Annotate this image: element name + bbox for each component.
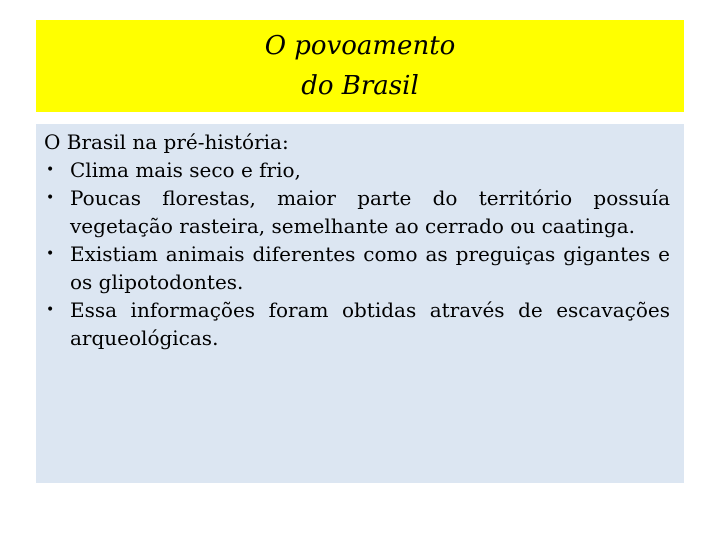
title-line-1: O povoamento — [264, 31, 456, 61]
content-box — [36, 124, 684, 483]
bullet-icon: • — [46, 246, 55, 262]
bullet-text: Clima mais seco e frio, — [70, 158, 301, 182]
bullet-icon: • — [46, 162, 55, 178]
content-intro: O Brasil na pré-história: — [44, 130, 289, 154]
bullet-text: Existiam animais diferentes como as preguiças gigantes e os glipotodontes. — [70, 242, 670, 294]
bullet-icon: • — [46, 190, 55, 206]
bullet-icon: • — [46, 302, 55, 318]
bullet-item — [44, 240, 670, 296]
bullet-item — [44, 156, 670, 184]
bullet-text: Poucas florestas, maior parte do território possuía vegetação rasteira, semelhante ao cerrado ou caatinga. — [70, 186, 670, 238]
bullet-list — [44, 156, 670, 352]
title-box — [36, 20, 684, 112]
bullet-item — [44, 296, 670, 352]
bullet-item — [44, 184, 670, 240]
title-line-2: do Brasil — [301, 71, 419, 101]
bullet-text: Essa informações foram obtidas através de escavações arqueológicas. — [70, 298, 670, 350]
